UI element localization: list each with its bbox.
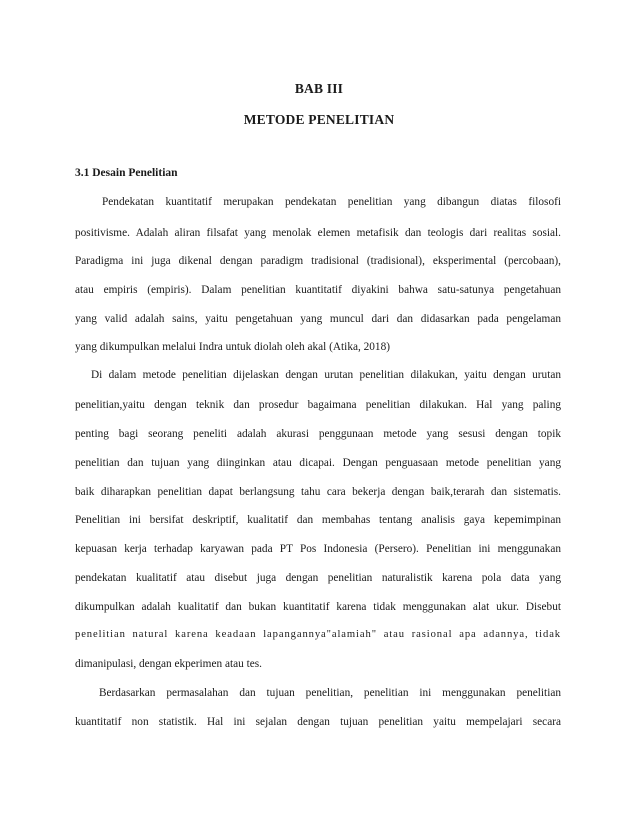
paragraph-line: pendekatan kualitatif atau disebut juga dengan penelitian naturalistik karena pola data yang	[75, 572, 561, 584]
paragraph-line: yang valid adalah sains, yaitu pengetahuan yang muncul dari dan didasarkan pada pengelaman	[75, 313, 561, 325]
paragraph-line: Di dalam metode penelitian dijelaskan dengan urutan penelitian dilakukan, yaitu dengan urutan	[91, 369, 561, 381]
paragraph-line: Pendekatan kuantitatif merupakan pendekatan penelitian yang dibangun diatas filosofi	[102, 196, 561, 208]
chapter-title: METODE PENELITIAN	[243, 112, 395, 127]
chapter-heading: BAB III	[294, 81, 344, 96]
paragraph-line: kuantitatif non statistik. Hal ini sejalan dengan tujuan penelitian yaitu mempelajari secara	[75, 716, 561, 728]
paragraph-line: penelitian,yaitu dengan teknik dan prosedur bagaimana penelitian dilakukan. Hal yang paling	[75, 399, 561, 411]
paragraph-line: yang dikumpulkan melalui Indra untuk diolah oleh akal (Atika, 2018)	[75, 341, 390, 353]
paragraph-line: dimanipulasi, dengan ekperimen atau tes.	[75, 658, 262, 670]
paragraph-line: Paradigma ini juga dikenal dengan paradigm tradisional (tradisional), eksperimental (percobaan),	[75, 255, 561, 267]
paragraph-line: baik diharapkan penelitian dapat berlangsung tahu cara bekerja dengan baik,terarah dan sistematis.	[75, 486, 561, 498]
section-heading: 3.1 Desain Penelitian	[75, 167, 178, 179]
paragraph-line: kepuasan kerja terhadap karyawan pada PT Pos Indonesia (Persero). Penelitian ini menggunakan	[75, 543, 561, 555]
paragraph-line: penelitian natural karena keadaan lapangannya"alamiah" atau rasional apa adannya, tidak	[75, 629, 561, 640]
paragraph-line: dikumpulkan adalah kualitatif dan bukan kuantitatif karena tidak menggunakan alat ukur. Disebut	[75, 601, 561, 613]
paragraph-line: Penelitian ini bersifat deskriptif, kualitatif dan membahas tentang analisis gaya kepemimpinan	[75, 514, 561, 526]
paragraph-line: penelitian dan tujuan yang diinginkan atau dicapai. Dengan penguasaan metode penelitian yang	[75, 457, 561, 469]
paragraph-line: positivisme. Adalah aliran filsafat yang menolak elemen metafisik dan teologis dari realitas sosial.	[75, 227, 561, 239]
paragraph-line: penting bagi seorang peneliti adalah akurasi penggunaan metode yang sesusi dengan topik	[75, 428, 561, 440]
paragraph-line: atau empiris (empiris). Dalam penelitian kuantitatif diyakini bahwa satu-satunya pengetahuan	[75, 284, 561, 296]
paragraph-line: Berdasarkan permasalahan dan tujuan penelitian, penelitian ini menggunakan penelitian	[99, 687, 561, 699]
